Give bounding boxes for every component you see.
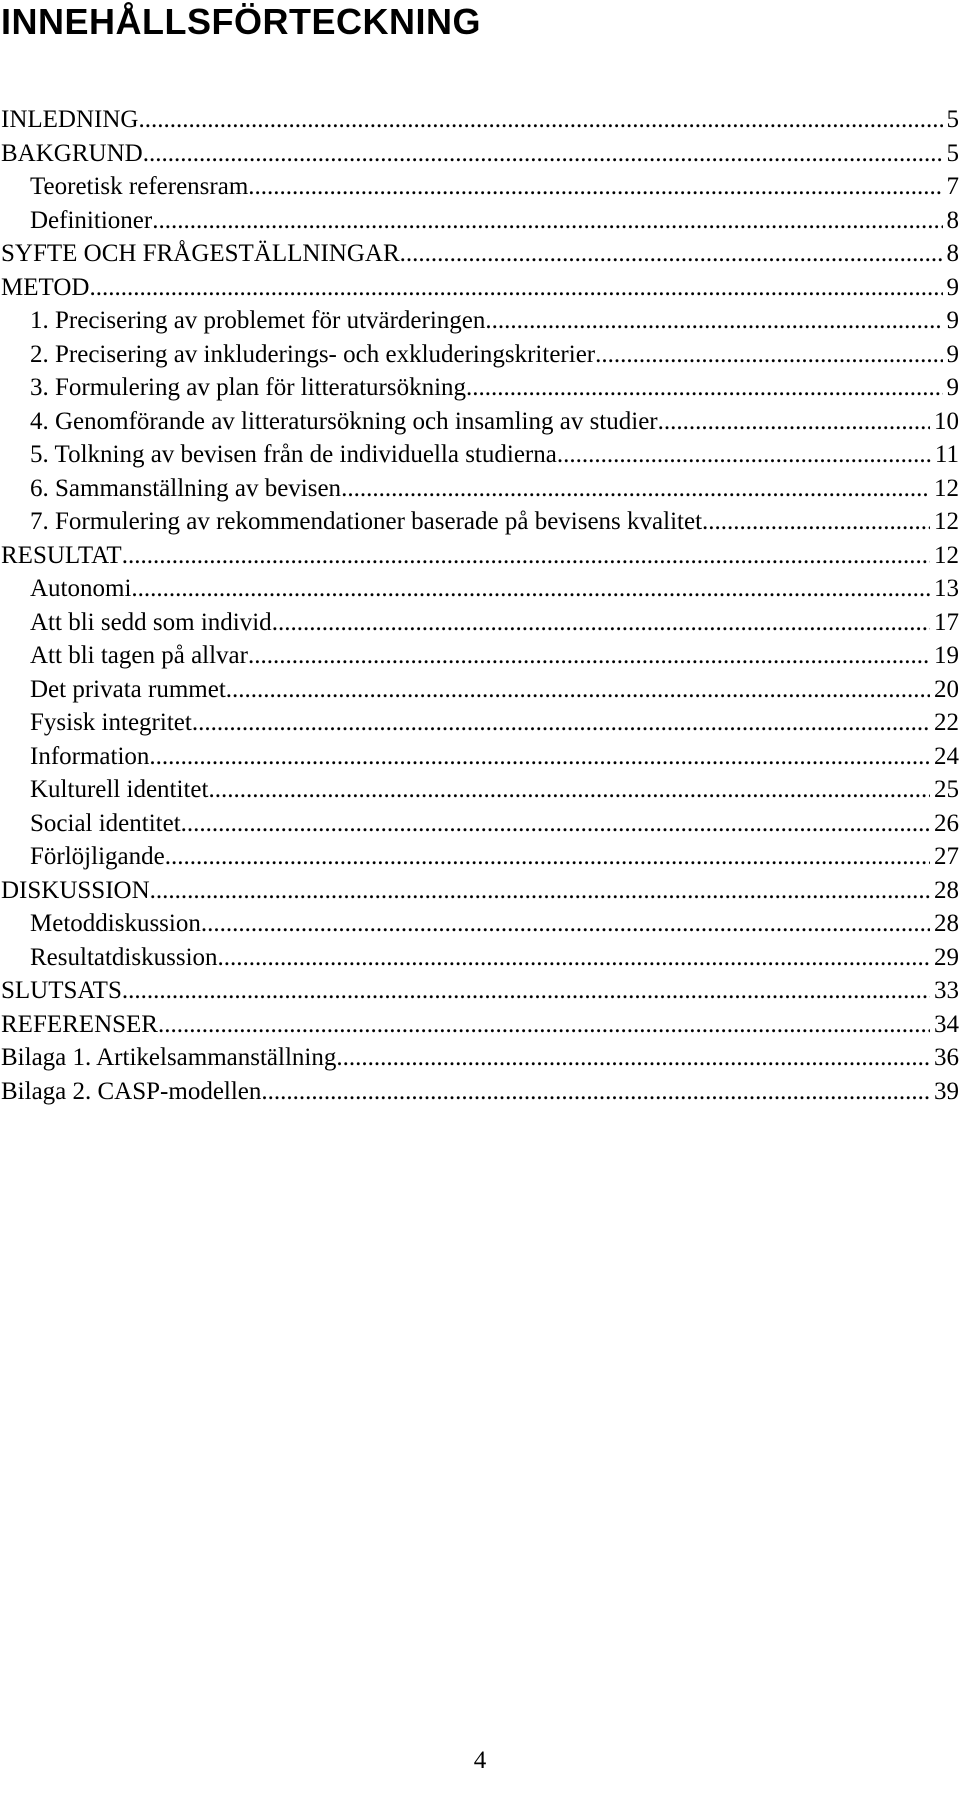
toc-entry[interactable] [1, 1008, 959, 1042]
toc-entry-label: Information [30, 742, 150, 770]
toc-entry[interactable] [1, 673, 959, 707]
toc-entry-page-number: 33 [934, 977, 959, 1004]
toc-entry-label: 4. Genomförande av litteratursökning och insamling av studier [30, 407, 658, 435]
toc-entry[interactable] [1, 103, 959, 137]
toc-entry-page-number: 8 [946, 240, 959, 267]
toc-entry-page-number: 12 [934, 541, 959, 569]
toc-entry[interactable] [1, 941, 959, 975]
toc-entry[interactable] [1, 1075, 959, 1109]
toc-entry-page-number: 12 [934, 508, 959, 535]
toc-entry-label: Social identitet [30, 809, 181, 837]
toc-entry[interactable] [1, 170, 959, 204]
toc-entry-label: REFERENSER [1, 1010, 158, 1038]
toc-entry-page-number: 5 [946, 106, 959, 133]
toc-entry-page-number: 34 [934, 1010, 959, 1038]
toc-dot-leader [261, 1075, 930, 1109]
toc-dot-leader [557, 438, 931, 472]
toc-dot-leader [149, 740, 930, 774]
toc-entry-label: 3. Formulering av plan för litteratursökning [30, 374, 467, 401]
toc-entry[interactable] [1, 371, 959, 405]
toc-entry[interactable] [1, 539, 959, 573]
toc-entry[interactable] [1, 706, 959, 740]
toc-entry-label: 6. Sammanställning av bevisen [30, 474, 342, 502]
page-number: 4 [473, 1747, 487, 1774]
toc-dot-leader [658, 405, 930, 439]
toc-entry-label: RESULTAT [1, 541, 122, 569]
toc-dot-leader [122, 974, 930, 1008]
toc-dot-leader [158, 1008, 930, 1042]
toc-entry-label: 7. Formulering av rekommendationer baserade på bevisens kvalitet [30, 508, 703, 535]
toc-entry[interactable] [1, 405, 959, 439]
toc-dot-leader [89, 271, 942, 305]
toc-entry[interactable] [1, 271, 959, 305]
toc-entry-label: Att bli sedd som individ [30, 608, 272, 636]
toc-entry-page-number: 8 [946, 206, 959, 234]
toc-dot-leader [138, 103, 942, 137]
toc-entry-label: 2. Precisering av inkluderings- och exkluderingskriterier [30, 340, 596, 368]
toc-entry-page-number: 7 [946, 173, 959, 200]
toc-entry-page-number: 36 [934, 1044, 959, 1071]
toc-entry[interactable] [1, 304, 959, 338]
toc-entry[interactable] [1, 237, 959, 271]
toc-entry-label: Fysisk integritet [30, 709, 192, 736]
toc-entry-page-number: 9 [946, 374, 959, 401]
toc-entry-page-number: 11 [934, 441, 959, 468]
toc-entry-label: DISKUSSION [1, 876, 150, 904]
toc-entry[interactable] [1, 204, 959, 238]
toc-entry-page-number: 10 [934, 407, 959, 435]
toc-entry[interactable] [1, 472, 959, 506]
toc-dot-leader [341, 472, 930, 506]
toc-entry-label: Det privata rummet [30, 675, 226, 703]
toc-entry-page-number: 13 [934, 575, 959, 602]
toc-dot-leader [485, 304, 942, 338]
toc-entry-label: BAKGRUND [1, 139, 143, 167]
toc-entry[interactable] [1, 874, 959, 908]
toc-entry[interactable] [1, 907, 959, 941]
toc-dot-leader [165, 840, 930, 874]
page-title: INNEHÅLLSFÖRTECKNING [1, 1, 481, 42]
toc-entry-label: Definitioner [30, 206, 153, 234]
toc-entry-label: Teoretisk referensram [30, 173, 249, 200]
toc-dot-leader [208, 773, 930, 807]
toc-entry-page-number: 22 [934, 709, 959, 736]
toc-entry-label: 5. Tolkning av bevisen från de individuella studierna [30, 441, 557, 468]
toc-entry[interactable] [1, 740, 959, 774]
toc-entry-label: Att bli tagen på allvar [30, 642, 248, 669]
toc-entry-page-number: 17 [934, 608, 959, 636]
toc-entry-page-number: 24 [934, 742, 959, 770]
toc-entry-label: Metoddiskussion [30, 910, 201, 937]
toc-entry[interactable] [1, 438, 959, 472]
toc-entry[interactable] [1, 840, 959, 874]
toc-entry-page-number: 29 [934, 943, 959, 971]
toc-entry-page-number: 28 [934, 876, 959, 904]
toc-dot-leader [181, 807, 930, 841]
toc-entry-page-number: 20 [934, 675, 959, 703]
toc-dot-leader [336, 1041, 930, 1075]
toc-entry-label: SYFTE OCH FRÅGESTÄLLNINGAR [1, 240, 400, 267]
toc-dot-leader [143, 137, 943, 171]
toc-dot-leader [466, 371, 942, 405]
toc-entry-page-number: 9 [946, 307, 959, 334]
toc-entry-label: Kulturell identitet [30, 776, 209, 803]
toc-dot-leader [702, 505, 930, 539]
toc-entry-page-number: 28 [934, 910, 959, 937]
toc-entry-label: Autonomi [30, 575, 132, 602]
toc-entry-page-number: 26 [934, 809, 959, 837]
toc-entry-page-number: 12 [934, 474, 959, 502]
toc-dot-leader [152, 204, 942, 238]
toc-entry-label: Resultatdiskussion [30, 943, 218, 971]
toc-entry[interactable] [1, 974, 959, 1008]
toc-entry-page-number: 25 [934, 776, 959, 803]
toc-dot-leader [218, 941, 930, 975]
toc-entry[interactable] [1, 572, 959, 606]
toc-entry[interactable] [1, 606, 959, 640]
toc-entry-label: SLUTSATS [1, 977, 122, 1004]
toc-entry[interactable] [1, 639, 959, 673]
toc-entry[interactable] [1, 505, 959, 539]
toc-dot-leader [226, 673, 930, 707]
toc-entry[interactable] [1, 1041, 959, 1075]
toc-entry-page-number: 9 [946, 340, 959, 368]
toc-entry[interactable] [1, 338, 959, 372]
toc-dot-leader [122, 539, 930, 573]
toc-entry-label: Bilaga 2. CASP-modellen [1, 1077, 262, 1105]
toc-entry-label: Bilaga 1. Artikelsammanställning [1, 1044, 337, 1071]
toc-entry-page-number: 5 [946, 139, 959, 167]
toc-entry-label: Förlöjligande [30, 843, 165, 870]
toc-entry[interactable] [1, 773, 959, 807]
toc-dot-leader [595, 338, 942, 372]
toc-entry[interactable] [1, 137, 959, 171]
toc-entry-page-number: 27 [934, 843, 959, 870]
table-of-contents [1, 103, 959, 1108]
toc-entry-label: INLEDNING [1, 106, 139, 133]
toc-dot-leader [248, 170, 942, 204]
toc-entry-label: METOD [1, 273, 90, 301]
toc-dot-leader [192, 706, 930, 740]
toc-entry-page-number: 39 [934, 1077, 959, 1105]
toc-dot-leader [201, 907, 930, 941]
toc-dot-leader [131, 572, 930, 606]
toc-dot-leader [248, 639, 930, 673]
toc-dot-leader [400, 237, 943, 271]
toc-entry[interactable] [1, 807, 959, 841]
toc-entry-page-number: 19 [934, 642, 959, 669]
toc-entry-label: 1. Precisering av problemet för utvärderingen [30, 307, 486, 334]
toc-dot-leader [272, 606, 930, 640]
toc-dot-leader [150, 874, 930, 908]
toc-entry-page-number: 9 [946, 273, 959, 301]
